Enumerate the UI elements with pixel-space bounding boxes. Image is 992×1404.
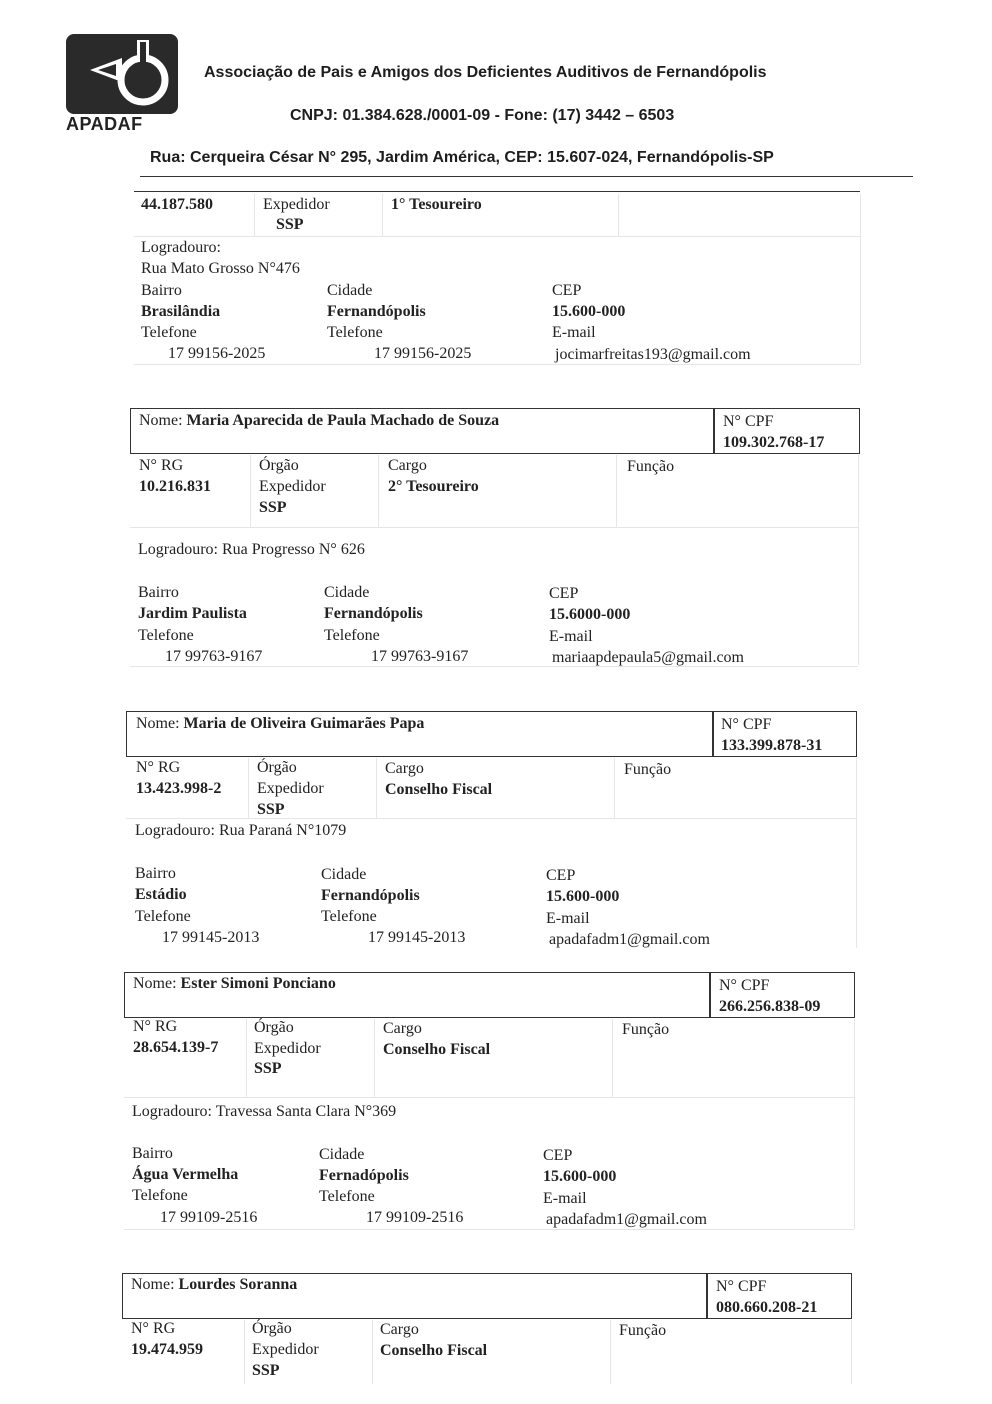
cargo-value: Conselho Fiscal [380, 1342, 488, 1359]
telefone-label: Telefone [132, 1187, 188, 1204]
cidade-label: Cidade [319, 1146, 365, 1163]
cidade-label: Cidade [324, 584, 370, 601]
logradouro-value: Rua Progresso N° 626 [221, 541, 365, 558]
orgao-value: SSP [276, 216, 304, 233]
org-address: Rua: Cerqueira César N° 295, Jardim América, CEP: 15.607-024, Fernandópolis-SP [150, 149, 774, 166]
email-value: apadafadm1@gmail.com [549, 931, 710, 948]
telefone-value: 17 99156-2025 [374, 345, 472, 362]
bairro-label: Bairro [135, 865, 176, 882]
apadaf-logo [64, 34, 180, 134]
email-value: apadafadm1@gmail.com [546, 1211, 707, 1228]
telefone-value: 17 99156-2025 [168, 345, 266, 362]
logo-text: APADAF [66, 114, 143, 134]
bairro-label: Bairro [141, 282, 182, 299]
funcao-label: Função [622, 1021, 670, 1038]
org-name: Associação de Pais e Amigos dos Deficientes Auditivos de Fernandópolis [204, 64, 767, 81]
cpf-value: 080.660.208-21 [716, 1299, 818, 1316]
logradouro-value: Rua Paraná N°1079 [218, 822, 347, 839]
telefone-value: 17 99145-2013 [162, 929, 260, 946]
expedidor-label: Expedidor [252, 1341, 319, 1358]
cep-value: 15.600-000 [552, 303, 626, 320]
cep-value: 15.600-000 [543, 1168, 617, 1185]
telefone-label: Telefone [321, 908, 377, 925]
orgao-value: SSP [257, 801, 285, 818]
rg-label: N° RG [136, 759, 181, 776]
rg-label: N° RG [133, 1018, 178, 1035]
logradouro-value: Travessa Santa Clara N°369 [215, 1103, 397, 1120]
telefone-label: Telefone [327, 324, 383, 341]
cargo-value: 1° Tesoureiro [391, 196, 482, 213]
header-rule [140, 176, 913, 177]
nome-label: Nome: [133, 975, 177, 992]
orgao-value: SSP [254, 1060, 282, 1077]
bairro-value: Jardim Paulista [138, 605, 247, 622]
nome-value: Maria Aparecida de Paula Machado de Souza [186, 412, 500, 429]
logradouro-label: Logradouro: [138, 541, 218, 558]
nome-value: Ester Simoni Ponciano [180, 975, 336, 992]
funcao-label: Função [627, 458, 675, 475]
rg-value: 44.187.580 [141, 196, 213, 213]
cep-label: CEP [549, 585, 579, 602]
telefone-label: Telefone [141, 324, 197, 341]
nome-value: Maria de Oliveira Guimarães Papa [183, 715, 425, 732]
rg-label: N° RG [139, 457, 184, 474]
telefone-value: 17 99109-2516 [366, 1209, 464, 1226]
cidade-value: Fernadópolis [319, 1167, 409, 1184]
expedidor-label: Expedidor [263, 196, 330, 213]
nome-label: Nome: [131, 1276, 175, 1293]
telefone-value: 17 99763-9167 [165, 648, 263, 665]
rg-label: N° RG [131, 1320, 176, 1337]
cep-label: CEP [546, 867, 576, 884]
orgao-label: Órgão [257, 759, 297, 776]
email-label: E-mail [546, 910, 590, 927]
cidade-value: Fernandópolis [327, 303, 426, 320]
orgao-value: SSP [252, 1362, 280, 1379]
funcao-label: Função [619, 1322, 667, 1339]
email-label: E-mail [543, 1190, 587, 1207]
orgao-value: SSP [259, 499, 287, 516]
nome-label: Nome: [136, 715, 180, 732]
telefone-label: Telefone [135, 908, 191, 925]
telefone-value: 17 99763-9167 [371, 648, 469, 665]
record-top-rule [134, 191, 860, 192]
cep-value: 15.6000-000 [549, 606, 631, 623]
expedidor-label: Expedidor [254, 1040, 321, 1057]
expedidor-label: Expedidor [257, 780, 324, 797]
email-label: E-mail [549, 628, 593, 645]
cpf-value: 133.399.878-31 [721, 737, 823, 754]
cidade-value: Fernandópolis [324, 605, 423, 622]
orgao-label: Órgão [254, 1019, 294, 1036]
cpf-label: N° CPF [719, 977, 770, 994]
logradouro-value: Rua Mato Grosso N°476 [141, 260, 300, 277]
cpf-label: N° CPF [723, 413, 774, 430]
telefone-value: 17 99109-2516 [160, 1209, 258, 1226]
rg-value: 10.216.831 [139, 478, 211, 495]
orgao-label: Órgão [252, 1320, 292, 1337]
logradouro-label: Logradouro: [141, 239, 221, 256]
expedidor-label: Expedidor [259, 478, 326, 495]
nome-value: Lourdes Soranna [178, 1276, 298, 1293]
cargo-value: 2° Tesoureiro [388, 478, 479, 495]
nome-label: Nome: [139, 412, 183, 429]
rg-value: 13.423.998-2 [136, 780, 222, 797]
cargo-label: Cargo [385, 760, 424, 777]
cargo-label: Cargo [380, 1321, 419, 1338]
cpf-label: N° CPF [721, 716, 772, 733]
cargo-value: Conselho Fiscal [383, 1041, 491, 1058]
cep-label: CEP [543, 1147, 573, 1164]
cep-label: CEP [552, 282, 582, 299]
logradouro-label: Logradouro: [135, 822, 215, 839]
telefone-label: Telefone [324, 627, 380, 644]
telefone-label: Telefone [319, 1188, 375, 1205]
bairro-value: Brasilândia [141, 303, 221, 320]
rg-value: 19.474.959 [131, 1341, 203, 1358]
cpf-value: 109.302.768-17 [723, 434, 825, 451]
cpf-value: 266.256.838-09 [719, 998, 821, 1015]
cep-value: 15.600-000 [546, 888, 620, 905]
cpf-label: N° CPF [716, 1278, 767, 1295]
cargo-value: Conselho Fiscal [385, 781, 493, 798]
bairro-label: Bairro [132, 1145, 173, 1162]
email-label: E-mail [552, 324, 596, 341]
cidade-label: Cidade [321, 866, 367, 883]
bairro-value: Estádio [135, 886, 187, 903]
bairro-label: Bairro [138, 584, 179, 601]
cidade-label: Cidade [327, 282, 373, 299]
email-value: jocimarfreitas193@gmail.com [555, 346, 751, 363]
funcao-label: Função [624, 761, 672, 778]
rg-value: 28.654.139-7 [133, 1039, 219, 1056]
email-value: mariaapdepaula5@gmail.com [552, 649, 744, 666]
telefone-value: 17 99145-2013 [368, 929, 466, 946]
cargo-label: Cargo [388, 457, 427, 474]
orgao-label: Órgão [259, 457, 299, 474]
cnpj-phone: CNPJ: 01.384.628./0001-09 - Fone: (17) 3442 – 6503 [290, 107, 675, 124]
bairro-value: Água Vermelha [132, 1166, 239, 1183]
logradouro-label: Logradouro: [132, 1103, 212, 1120]
cargo-label: Cargo [383, 1020, 422, 1037]
telefone-label: Telefone [138, 627, 194, 644]
cidade-value: Fernandópolis [321, 887, 420, 904]
